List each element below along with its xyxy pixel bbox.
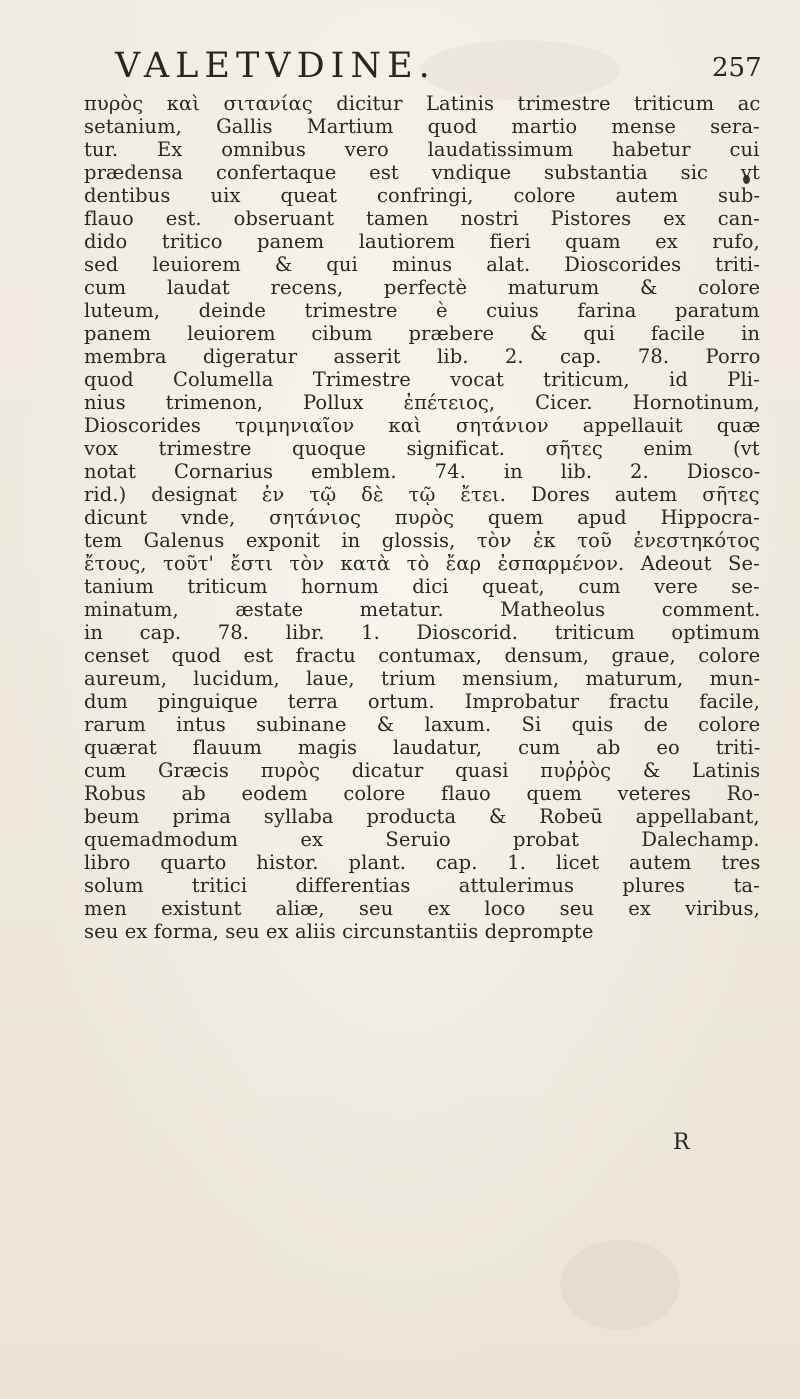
text-line: rarum intus subinane & laxum. Si quis de colore xyxy=(84,713,760,736)
text-line: cum Græcis πυρὸς dicatur quasi πυῤῥὸς & Latinis xyxy=(84,759,760,782)
text-line: membra digeratur asserit lib. 2. cap. 78. Porro xyxy=(84,345,760,368)
paper-stain xyxy=(560,1240,680,1330)
text-line: πυρὸς καὶ σιτανίας dicitur Latinis trimestre triticum ac xyxy=(84,92,760,115)
text-line: tur. Ex omnibus vero laudatissimum habetur cui xyxy=(84,138,760,161)
text-line: men existunt aliæ, seu ex loco seu ex viribus, xyxy=(84,897,760,920)
text-line: quod Columella Trimestre vocat triticum, id Pli- xyxy=(84,368,760,391)
text-line: cum laudat recens, perfectè maturum & colore xyxy=(84,276,760,299)
running-head xyxy=(0,46,800,86)
text-line: libro quarto histor. plant. cap. 1. licet autem tres xyxy=(84,851,760,874)
text-line: quærat flauum magis laudatur, cum ab eo triti- xyxy=(84,736,760,759)
text-line: vox trimestre quoque significat. σῆτες enim (vt xyxy=(84,437,760,460)
page-number: 257 xyxy=(712,53,762,83)
text-line: dicunt vnde, σητάνιος πυρὸς quem apud Hippocra- xyxy=(84,506,760,529)
text-line: quemadmodum ex Seruio probat Dalechamp. xyxy=(84,828,760,851)
text-line: luteum, deinde trimestre è cuius farina paratum xyxy=(84,299,760,322)
text-line: censet quod est fractu contumax, densum, graue, colore xyxy=(84,644,760,667)
text-line: Dioscorides τριμηνιαῖον καὶ σητάνιον appellauit quæ xyxy=(84,414,760,437)
text-line: notat Cornarius emblem. 74. in lib. 2. Diosco- xyxy=(84,460,760,483)
catchword: R xyxy=(673,1130,690,1155)
running-title: VALETVDINE. xyxy=(115,46,436,86)
text-line: minatum, æstate metatur. Matheolus comment. xyxy=(84,598,760,621)
text-line: tanium triticum hornum dici queat, cum vere se- xyxy=(84,575,760,598)
text-line: solum tritici differentias attulerimus plures ta- xyxy=(84,874,760,897)
text-line: Robus ab eodem colore flauo quem veteres Ro- xyxy=(84,782,760,805)
text-line: nius trimenon, Pollux ἐπέτειος, Cicer. Hornotinum, xyxy=(84,391,760,414)
text-line: in cap. 78. libr. 1. Dioscorid. triticum optimum xyxy=(84,621,760,644)
text-line: dido tritico panem lautiorem fieri quam ex rufo, xyxy=(84,230,760,253)
text-line: flauo est. obseruant tamen nostri Pistores ex can- xyxy=(84,207,760,230)
text-line: ἔτους, τοῦτ' ἔστι τὸν κατὰ τὸ ἔαρ ἐσπαρμένον. Adeout Se- xyxy=(84,552,760,575)
text-line: seu ex forma, seu ex aliis circunstantiis deprompte xyxy=(84,920,594,943)
text-line: dum pinguique terra ortum. Improbatur fractu facile, xyxy=(84,690,760,713)
text-line: dentibus uix queat confringi, colore autem sub- xyxy=(84,184,760,207)
text-line: tem Galenus exponit in glossis, τὸν ἐκ τοῦ ἐνεστηκότος xyxy=(84,529,760,552)
text-line: panem leuiorem cibum præbere & qui facile in xyxy=(84,322,760,345)
text-line: prædensa confertaque est vndique substantia sic vt xyxy=(84,161,760,184)
text-line: setanium, Gallis Martium quod martio mense sera- xyxy=(84,115,760,138)
text-line: sed leuiorem & qui minus alat. Dioscorides triti- xyxy=(84,253,760,276)
text-line: aureum, lucidum, laue, trium mensium, maturum, mun- xyxy=(84,667,760,690)
text-line: rid.) designat ἐν τῷ δὲ τῷ ἔτει. Dores autem σῆτες xyxy=(84,483,760,506)
text-line: beum prima syllaba producta & Robeū appellabant, xyxy=(84,805,760,828)
body-text xyxy=(84,92,760,943)
